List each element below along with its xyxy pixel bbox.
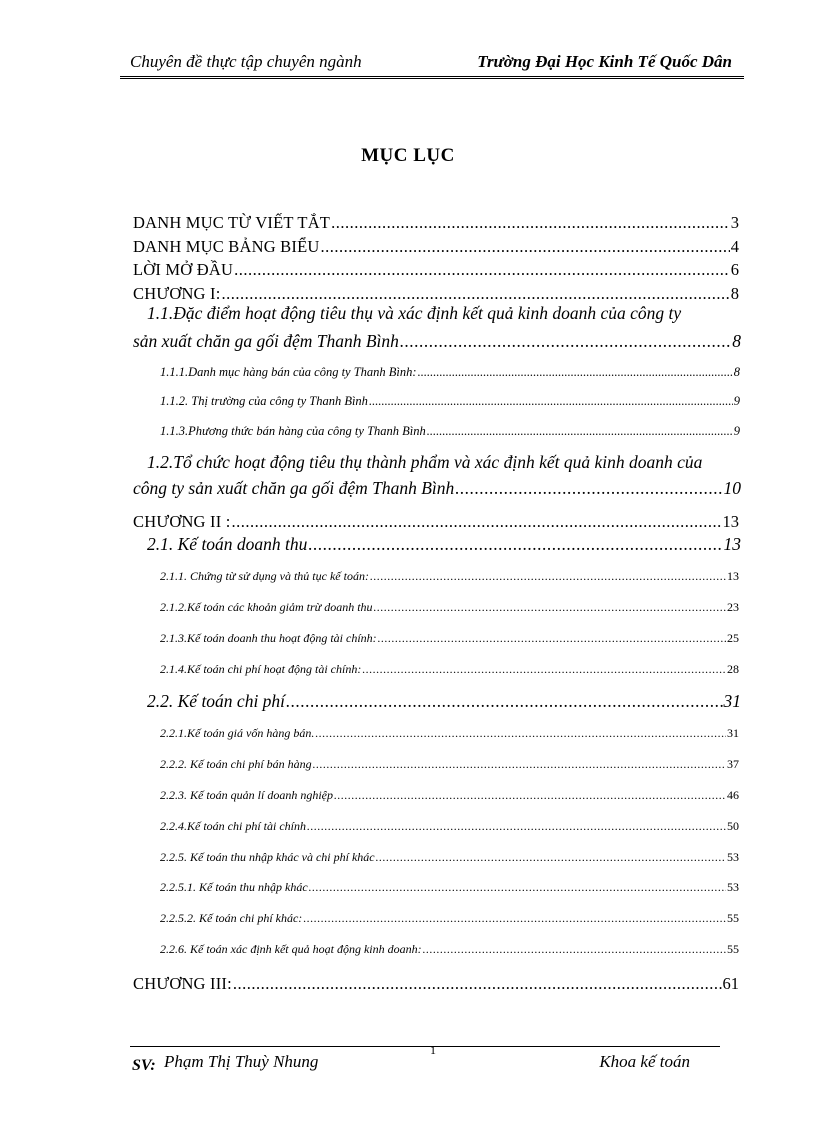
toc-leader-dots bbox=[309, 880, 726, 895]
toc-leader-dots bbox=[362, 662, 726, 677]
toc-leader-dots bbox=[400, 331, 731, 352]
toc-entry-label: DANH MỤC BẢNG BIỂU bbox=[133, 237, 320, 256]
toc-entry-page: 53 bbox=[727, 850, 739, 864]
toc-entry-page: 25 bbox=[727, 631, 739, 645]
toc-leader-dots bbox=[334, 788, 726, 803]
toc-entry-page: 6 bbox=[730, 260, 739, 279]
toc-entry[interactable] bbox=[160, 365, 740, 380]
toc-entry-page: 3 bbox=[730, 213, 739, 232]
toc-entry[interactable] bbox=[133, 237, 739, 257]
toc-entry[interactable] bbox=[160, 569, 739, 584]
toc-leader-dots bbox=[315, 726, 726, 741]
toc-entry-label: 2.1. Kế toán doanh thu bbox=[147, 534, 308, 554]
toc-leader-dots bbox=[313, 757, 726, 772]
toc-entry-label: LỜI MỞ ĐẦU bbox=[133, 260, 234, 279]
toc-entry[interactable] bbox=[133, 478, 741, 499]
toc-entry[interactable] bbox=[160, 726, 739, 741]
toc-entry-page: 37 bbox=[727, 757, 739, 771]
toc-leader-dots bbox=[378, 631, 726, 646]
toc-entry[interactable] bbox=[133, 260, 739, 280]
toc-leader-dots bbox=[374, 600, 726, 615]
footer-student-label: SV: bbox=[132, 1057, 156, 1074]
toc-entry-page: 31 bbox=[727, 726, 739, 740]
toc-entry-page: 23 bbox=[727, 600, 739, 614]
toc-entry[interactable] bbox=[133, 331, 741, 352]
toc-entry-page: 9 bbox=[733, 394, 740, 408]
toc-leader-dots bbox=[303, 911, 726, 926]
toc-entry[interactable] bbox=[160, 662, 739, 677]
toc-entry[interactable] bbox=[147, 534, 741, 555]
footer-student-name: Phạm Thị Thuỳ Nhung bbox=[164, 1052, 319, 1071]
toc-leader-dots bbox=[418, 365, 733, 380]
toc-entry-label: 2.2.2. Kế toán chi phí bán hàng bbox=[160, 757, 312, 771]
toc-entry-label: 1.1.3.Phương thức bán hàng của công ty Thanh Bình bbox=[160, 424, 426, 438]
toc-leader-dots bbox=[370, 569, 726, 584]
toc-leader-dots bbox=[455, 478, 722, 499]
footer-department: Khoa kế toán bbox=[599, 1052, 690, 1071]
toc-entry-label: CHƯƠNG II : bbox=[133, 512, 231, 531]
toc-entry-label: công ty sản xuất chăn ga gối đệm Thanh Bình bbox=[133, 478, 455, 498]
toc-entry-label: 2.1.2.Kế toán các khoản giảm trừ doanh thu bbox=[160, 600, 373, 614]
toc-leader-dots bbox=[233, 974, 722, 994]
toc-entry-page: 55 bbox=[727, 942, 739, 956]
page-number: 1 bbox=[430, 1043, 436, 1057]
toc-entry-page: 13 bbox=[723, 534, 741, 554]
toc-entry-page: 46 bbox=[727, 788, 739, 802]
toc-entry[interactable] bbox=[160, 850, 739, 865]
toc-leader-dots bbox=[307, 819, 726, 834]
toc-entry-page: 28 bbox=[727, 662, 739, 676]
toc-entry[interactable] bbox=[160, 631, 739, 646]
toc-entry-label: 2.1.4.Kế toán chi phí hoạt động tài chính: bbox=[160, 662, 362, 676]
toc-entry[interactable] bbox=[160, 600, 739, 615]
toc-entry[interactable] bbox=[133, 213, 739, 233]
toc-entry-page: 10 bbox=[723, 478, 741, 498]
toc-entry-label: 2.2.6. Kế toán xác định kết quả hoạt động kinh doanh: bbox=[160, 942, 422, 956]
toc-entry-label: 2.2. Kế toán chi phí bbox=[147, 691, 286, 711]
toc-entry[interactable] bbox=[160, 788, 739, 803]
toc-entry-label: 2.1.3.Kế toán doanh thu hoạt động tài chính: bbox=[160, 631, 377, 645]
page-footer bbox=[130, 1043, 720, 1077]
toc-entry-page: 8 bbox=[730, 284, 739, 303]
toc-entry-label: DANH MỤC TỪ VIẾT TẮT bbox=[133, 213, 331, 232]
toc-entry-label-line1: 1.2.Tổ chức hoạt động tiêu thụ thành phẩm và xác định kết quả kinh doanh của bbox=[147, 452, 703, 472]
toc-entry-page: 8 bbox=[733, 365, 740, 379]
toc-leader-dots bbox=[376, 850, 726, 865]
toc-leader-dots bbox=[320, 237, 729, 257]
toc-entry-page: 53 bbox=[727, 880, 739, 894]
toc-leader-dots bbox=[234, 260, 730, 280]
toc-leader-dots bbox=[286, 691, 722, 712]
toc-entry-label: CHƯƠNG I: bbox=[133, 284, 221, 303]
toc-entry-label: sản xuất chăn ga gối đệm Thanh Bình bbox=[133, 331, 399, 351]
toc-entry-page: 8 bbox=[732, 331, 741, 351]
toc-leader-dots bbox=[331, 213, 730, 233]
toc-entry-page: 31 bbox=[723, 691, 741, 711]
toc-entry-page: 61 bbox=[722, 974, 739, 993]
toc-entry-label: 2.2.4.Kế toán chi phí tài chính bbox=[160, 819, 306, 833]
toc-entry-label-line1: 1.1.Đặc điểm hoạt động tiêu thụ và xác định kết quả kinh doanh của công ty bbox=[147, 303, 682, 323]
toc-entry[interactable] bbox=[147, 691, 741, 712]
toc-entry-label: CHƯƠNG III: bbox=[133, 974, 232, 993]
toc-entry-page: 50 bbox=[727, 819, 739, 833]
toc-entry[interactable] bbox=[160, 819, 739, 834]
header-course-title: Chuyên đề thực tập chuyên ngành bbox=[130, 52, 362, 71]
toc-entry[interactable] bbox=[133, 512, 739, 532]
toc-leader-dots bbox=[423, 942, 726, 957]
toc-entry[interactable] bbox=[133, 284, 739, 304]
toc-entry-label: 2.2.1.Kế toán giá vốn hàng bán. bbox=[160, 726, 315, 740]
toc-leader-dots bbox=[369, 394, 733, 409]
toc-entry-label: 2.2.5.2. Kế toán chi phí khác: bbox=[160, 911, 303, 925]
toc-entry-label: 2.1.1. Chứng từ sử dụng và thủ tục kế toán: bbox=[160, 569, 369, 583]
page-title: MỤC LỤC bbox=[361, 145, 455, 166]
toc-entry-label: 1.1.1.Danh mục hàng bán của công ty Thanh Bình: bbox=[160, 365, 417, 379]
toc-entry[interactable] bbox=[133, 974, 739, 994]
toc-entry-label: 2.2.5.1. Kế toán thu nhập khác bbox=[160, 880, 308, 894]
toc-entry-page: 9 bbox=[733, 424, 740, 438]
toc-leader-dots bbox=[232, 512, 722, 532]
toc-leader-dots bbox=[308, 534, 722, 555]
toc-leader-dots bbox=[221, 284, 729, 304]
toc-entry[interactable] bbox=[160, 880, 739, 895]
toc-entry-page: 13 bbox=[727, 569, 739, 583]
toc-entry[interactable] bbox=[160, 394, 740, 409]
toc-entry-page: 4 bbox=[730, 237, 739, 256]
toc-entry-page: 13 bbox=[722, 512, 739, 531]
toc-entry[interactable] bbox=[160, 911, 739, 926]
toc-entry-label: 2.2.3. Kế toán quản lí doanh nghiệp bbox=[160, 788, 333, 802]
toc-entry-label: 2.2.5. Kế toán thu nhập khác và chi phí khác bbox=[160, 850, 375, 864]
toc-entry[interactable] bbox=[160, 757, 739, 772]
header-university: Trường Đại Học Kinh Tế Quốc Dân bbox=[477, 52, 732, 71]
toc-entry-page: 55 bbox=[727, 911, 739, 925]
toc-leader-dots bbox=[427, 424, 733, 439]
toc-entry-label: 1.1.2. Thị trường của công ty Thanh Bình bbox=[160, 394, 368, 408]
toc-entry[interactable] bbox=[160, 424, 740, 439]
toc-entry[interactable] bbox=[160, 942, 739, 957]
